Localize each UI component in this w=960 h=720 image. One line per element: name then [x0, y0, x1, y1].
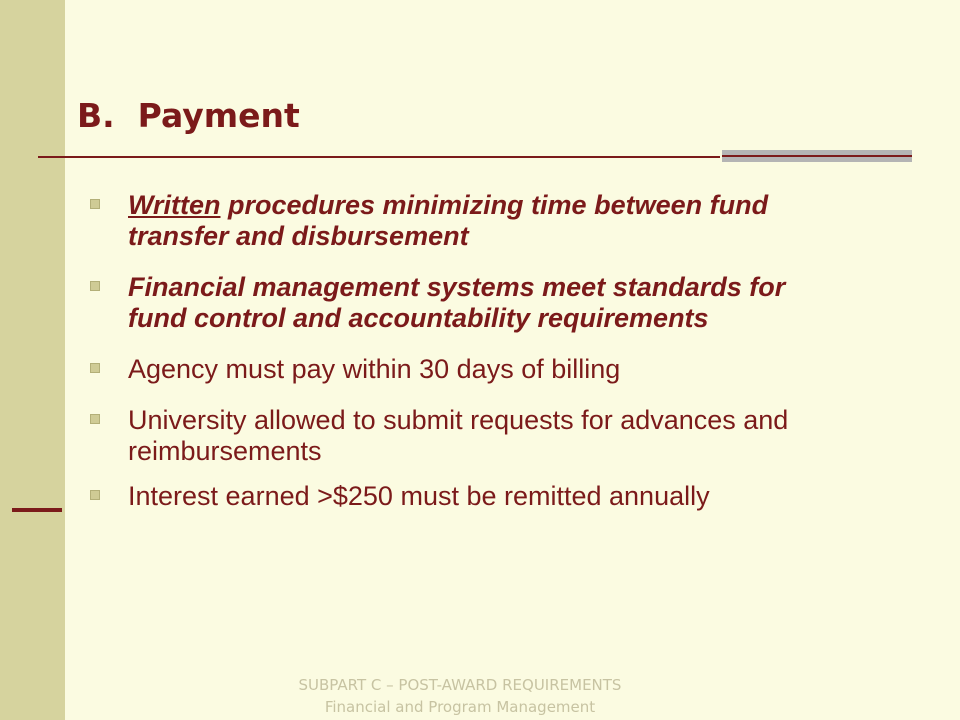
square-bullet-icon	[90, 490, 100, 500]
title-accent-line	[722, 155, 912, 157]
side-band	[0, 0, 65, 720]
bullet-item	[90, 405, 850, 467]
square-bullet-icon	[90, 363, 100, 373]
bullet-text: Agency must pay within 30 days of billing	[128, 354, 621, 384]
bullet-text: Interest earned >$250 must be remitted annually	[128, 481, 710, 511]
square-bullet-icon	[90, 199, 100, 209]
square-bullet-icon	[90, 281, 100, 291]
bullet-text: procedures minimizing time between fund transfer and disbursement	[128, 190, 769, 251]
side-accent-line	[12, 508, 62, 512]
bullet-text: Financial management systems meet standards for fund control and accountability requirements	[128, 272, 786, 333]
footer-line-2: Financial and Program Management	[324, 698, 596, 716]
footer-line-1: SUBPART C – POST-AWARD REQUIREMENTS	[298, 676, 622, 694]
bullet-item	[90, 354, 850, 385]
square-bullet-icon	[90, 414, 100, 424]
slide-title: B. Payment	[77, 96, 300, 135]
bullet-item	[90, 481, 828, 512]
bullet-text-emphasis: Written	[128, 190, 221, 220]
bullet-text: University allowed to submit requests for advances and reimbursements	[128, 405, 789, 466]
slide-footer	[150, 674, 770, 718]
bullet-list	[90, 190, 850, 532]
bullet-item	[90, 190, 850, 252]
title-underline-rule	[38, 156, 720, 158]
bullet-item	[90, 272, 850, 334]
